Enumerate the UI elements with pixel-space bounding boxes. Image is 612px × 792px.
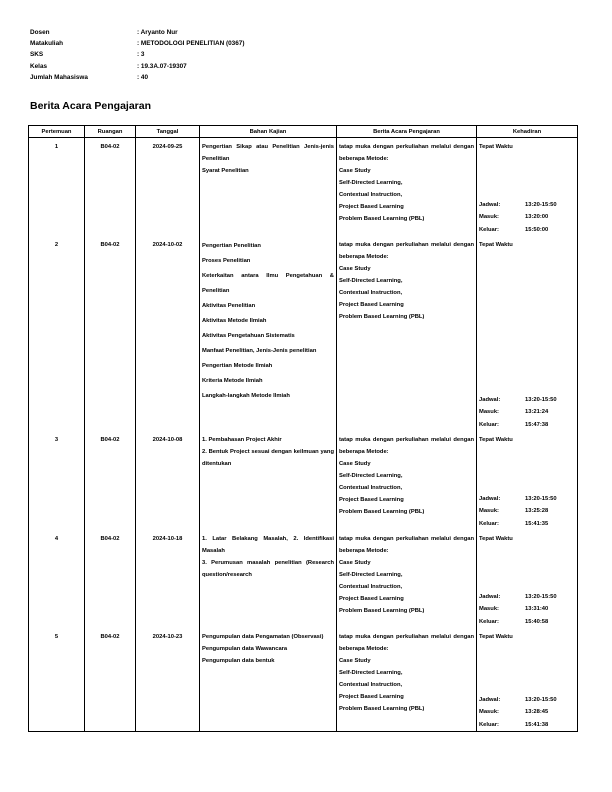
berita-line: Problem Based Learning (PBL) <box>339 216 425 222</box>
berita-line: Contextual Instruction, <box>339 290 403 296</box>
header-kehadiran: Kehadiran <box>477 126 578 138</box>
berita-line: Contextual Instruction, <box>339 192 403 198</box>
kajian-line: 1. Latar Belakang Masalah, 2. Identifikasi Masalah <box>202 536 334 554</box>
table-row <box>29 530 578 628</box>
attendance-times <box>479 591 557 629</box>
keluar-label: Keluar: <box>479 618 499 625</box>
jumlah-label: Jumlah Mahasiswa <box>30 73 88 81</box>
berita-line: Case Study <box>339 461 371 467</box>
cell-bahan-kajian <box>200 431 337 530</box>
kajian-line: Syarat Penelitian <box>202 168 249 174</box>
jadwal-value: 13:20-15:50 <box>525 495 557 502</box>
header-berita-acara: Berita Acara Pengajaran <box>337 126 477 138</box>
jadwal-value: 13:20-15:50 <box>525 696 557 703</box>
keluar-value: 15:41:38 <box>525 721 549 728</box>
cell-berita-acara <box>337 530 477 628</box>
kajian-line: Aktivitas Metode Ilmiah <box>202 318 267 324</box>
kajian-line: Pengumpulan data Wawancara <box>202 646 288 652</box>
cell-pertemuan: 5 <box>29 628 85 732</box>
cell-kehadiran <box>477 236 578 431</box>
cell-pertemuan: 3 <box>29 431 85 530</box>
kajian-line: Proses Penelitian <box>202 258 251 264</box>
berita-line: Problem Based Learning (PBL) <box>339 706 425 712</box>
dosen-value: : Aryanto Nur <box>137 29 178 36</box>
attendance-status: Tepat Waktu <box>479 242 513 248</box>
berita-line: Case Study <box>339 658 371 664</box>
berita-line: Project Based Learning <box>339 302 404 308</box>
dosen-row <box>30 27 244 38</box>
kajian-line: Pengertian Metode Ilmiah <box>202 363 273 369</box>
masuk-value: 13:21:24 <box>525 409 549 415</box>
kajian-line: Aktivitas Pengetahuan Sistematis <box>202 333 295 339</box>
course-info <box>30 27 244 83</box>
cell-kehadiran <box>477 138 578 237</box>
keluar-value: 15:41:35 <box>525 520 549 527</box>
table-row <box>29 431 578 530</box>
jadwal-label: Jadwal: <box>479 593 501 600</box>
berita-line: Self-Directed Learning, <box>339 473 403 479</box>
kajian-line: 2. Bentuk Project sesuai dengan keilmuan yang ditentukan <box>202 449 334 467</box>
berita-line: Problem Based Learning (PBL) <box>339 509 425 515</box>
cell-kehadiran <box>477 431 578 530</box>
matakuliah-value: : METODOLOGI PENELITIAN (0367) <box>137 40 245 48</box>
teaching-record-table <box>28 125 578 732</box>
berita-line: Case Study <box>339 266 371 272</box>
cell-pertemuan: 4 <box>29 530 85 628</box>
berita-line: Problem Based Learning (PBL) <box>339 608 425 614</box>
masuk-label: Masuk: <box>479 709 499 715</box>
attendance-status: Tepat Waktu <box>479 536 513 542</box>
attendance-times <box>479 199 557 237</box>
matakuliah-label: Matakuliah <box>30 40 64 48</box>
header-bahan-kajian: Bahan Kajian <box>200 126 337 138</box>
cell-kehadiran <box>477 628 578 732</box>
cell-ruangan: B04-02 <box>85 628 136 732</box>
cell-ruangan: B04-02 <box>85 530 136 628</box>
attendance-status: Tepat Waktu <box>479 437 513 443</box>
cell-bahan-kajian <box>200 628 337 732</box>
keluar-label: Keluar: <box>479 226 499 233</box>
masuk-label: Masuk: <box>479 409 499 415</box>
berita-line: tatap muka dengan perkuliahan melalui dengan beberapa Metode: <box>339 634 474 652</box>
attendance-times <box>479 694 557 732</box>
masuk-value: 13:28:45 <box>525 709 549 715</box>
cell-tanggal: 2024-10-23 <box>136 628 200 732</box>
jumlah-value: : 40 <box>137 73 149 81</box>
section-title: Berita Acara Pengajaran <box>30 100 152 112</box>
berita-line: Problem Based Learning (PBL) <box>339 314 425 320</box>
masuk-label: Masuk: <box>479 214 499 220</box>
dosen-label: Dosen <box>30 29 50 36</box>
kajian-line: Manfaat Penelitian, Jenis-Jenis penelitian <box>202 348 317 354</box>
table-row <box>29 138 578 237</box>
cell-tanggal: 2024-09-25 <box>136 138 200 237</box>
berita-line: Self-Directed Learning, <box>339 278 403 284</box>
sks-label: SKS <box>30 51 44 59</box>
jumlah-row <box>30 72 244 83</box>
cell-berita-acara <box>337 236 477 431</box>
keluar-label: Keluar: <box>479 721 499 728</box>
berita-line: tatap muka dengan perkuliahan melalui dengan beberapa Metode: <box>339 144 474 162</box>
kajian-line: Keterkaitan antara Ilmu Pengetahuan & Penelitian <box>202 273 334 294</box>
keluar-label: Keluar: <box>479 520 499 527</box>
kajian-line: Aktivitas Penelitian <box>202 303 256 309</box>
cell-tanggal: 2024-10-18 <box>136 530 200 628</box>
berita-line: Project Based Learning <box>339 497 404 503</box>
jadwal-value: 13:20-15:50 <box>525 396 557 403</box>
berita-line: Case Study <box>339 560 371 566</box>
masuk-label: Masuk: <box>479 508 499 514</box>
cell-pertemuan: 1 <box>29 138 85 237</box>
masuk-value: 13:31:40 <box>525 606 549 612</box>
jadwal-value: 13:20-15:50 <box>525 201 557 208</box>
cell-pertemuan: 2 <box>29 236 85 431</box>
header-ruangan: Ruangan <box>85 126 136 138</box>
table-row <box>29 236 578 431</box>
berita-line: Case Study <box>339 168 371 174</box>
kajian-line: Pengertian Penelitian <box>202 243 261 249</box>
cell-ruangan: B04-02 <box>85 138 136 237</box>
kelas-label: Kelas <box>30 62 48 70</box>
berita-line: Project Based Learning <box>339 204 404 210</box>
masuk-value: 13:20:00 <box>525 214 549 220</box>
berita-line: tatap muka dengan perkuliahan melalui dengan beberapa Metode: <box>339 437 474 455</box>
kajian-line: Pengumpulan data Pengamatan (Observasi) <box>202 634 324 640</box>
berita-line: Self-Directed Learning, <box>339 572 403 578</box>
table-row <box>29 628 578 732</box>
cell-berita-acara <box>337 138 477 237</box>
berita-line: Contextual Instruction, <box>339 682 403 688</box>
sks-value: : 3 <box>137 51 145 59</box>
matakuliah-row <box>30 38 244 49</box>
attendance-times <box>479 493 557 531</box>
cell-kehadiran <box>477 530 578 628</box>
header-pertemuan: Pertemuan <box>29 126 85 138</box>
keluar-label: Keluar: <box>479 421 499 428</box>
kajian-line: Langkah-langkah Metode Ilmiah <box>202 393 290 399</box>
attendance-times <box>479 394 557 432</box>
cell-bahan-kajian <box>200 530 337 628</box>
kelas-value: : 19.3A.07-19307 <box>137 62 187 70</box>
keluar-value: 15:40:58 <box>525 618 549 625</box>
sks-row <box>30 49 244 60</box>
keluar-value: 15:47:38 <box>525 421 549 428</box>
berita-line: Self-Directed Learning, <box>339 670 403 676</box>
masuk-label: Masuk: <box>479 606 499 612</box>
berita-line: tatap muka dengan perkuliahan melalui dengan beberapa Metode: <box>339 536 474 554</box>
table-header-row <box>29 126 578 138</box>
jadwal-label: Jadwal: <box>479 495 501 502</box>
cell-ruangan: B04-02 <box>85 236 136 431</box>
berita-line: Self-Directed Learning, <box>339 180 403 186</box>
kajian-line: Pengertian Sikap atau Penelitian Jenis-jenis Penelitian <box>202 144 334 162</box>
keluar-value: 15:50:00 <box>525 226 549 233</box>
cell-berita-acara <box>337 431 477 530</box>
kajian-line: Pengumpulan data bentuk <box>202 658 275 664</box>
cell-ruangan: B04-02 <box>85 431 136 530</box>
berita-line: Contextual Instruction, <box>339 485 403 491</box>
attendance-status: Tepat Waktu <box>479 144 513 150</box>
cell-tanggal: 2024-10-02 <box>136 236 200 431</box>
header-tanggal: Tanggal <box>136 126 200 138</box>
attendance-status: Tepat Waktu <box>479 634 513 640</box>
cell-berita-acara <box>337 628 477 732</box>
jadwal-label: Jadwal: <box>479 201 501 208</box>
cell-bahan-kajian <box>200 236 337 431</box>
berita-line: tatap muka dengan perkuliahan melalui dengan beberapa Metode: <box>339 242 474 260</box>
cell-tanggal: 2024-10-08 <box>136 431 200 530</box>
kelas-row <box>30 61 244 72</box>
jadwal-label: Jadwal: <box>479 396 501 403</box>
cell-bahan-kajian <box>200 138 337 237</box>
berita-line: Contextual Instruction, <box>339 584 403 590</box>
kajian-line: Kriteria Metode Ilmiah <box>202 378 263 384</box>
kajian-line: 3. Perumusan masalah penelitian (Research question/research <box>202 560 334 578</box>
masuk-value: 13:25:28 <box>525 508 549 514</box>
jadwal-label: Jadwal: <box>479 696 501 703</box>
berita-line: Project Based Learning <box>339 596 404 602</box>
jadwal-value: 13:20-15:50 <box>525 593 557 600</box>
berita-line: Project Based Learning <box>339 694 404 700</box>
kajian-line: 1. Pembahasan Project Akhir <box>202 437 282 443</box>
